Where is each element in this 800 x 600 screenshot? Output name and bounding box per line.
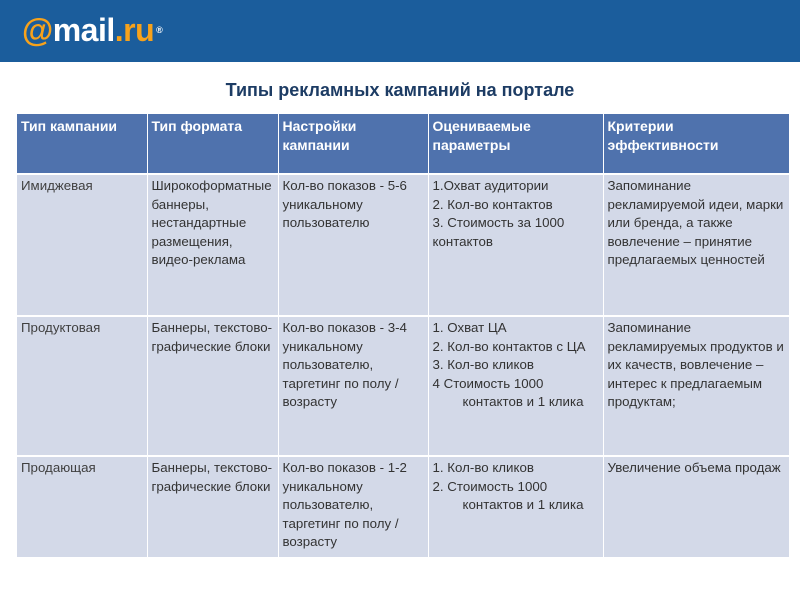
- logo-at: @: [22, 12, 53, 48]
- cell-settings: Кол-во показов - 3-4 уникальному пользователю, таргетинг по полу / возрасту: [278, 316, 428, 456]
- param-item: 1.Охват аудитории: [432, 178, 549, 193]
- param-item: контактов и 1 клика: [462, 497, 584, 513]
- param-item: контактов и 1 клика: [462, 394, 584, 410]
- page-title: Типы рекламных кампаний на портале: [225, 80, 575, 100]
- cell-format: Баннеры, текстово-графические блоки: [147, 456, 278, 558]
- table-row: [17, 174, 789, 316]
- cell-campaign-type: Продуктовая: [17, 316, 147, 456]
- cell-format: Баннеры, текстово-графические блоки: [147, 316, 278, 456]
- table-header-row: [17, 114, 789, 174]
- cell-params: [428, 316, 603, 456]
- cell-criteria: Запоминание рекламируемой идеи, марки или бренда, а также вовлечение – принятие предлагаемых ценностей: [603, 174, 789, 316]
- mailru-logo[interactable]: [22, 10, 162, 50]
- cell-settings: Кол-во показов - 5-6 уникальному пользователю: [278, 174, 428, 316]
- col-header-params: Оцениваемые параметры: [428, 114, 603, 174]
- cell-params: [428, 174, 603, 316]
- cell-params: [428, 456, 603, 558]
- col-header-settings: Настройки кампании: [278, 114, 428, 174]
- table-row: [17, 316, 789, 456]
- param-item: 1. Охват ЦА: [432, 320, 507, 335]
- param-item: 2. Кол-во контактов: [432, 196, 553, 212]
- header-bar: [0, 0, 800, 62]
- param-item: 4 Стоимость 1000: [432, 375, 544, 391]
- cell-campaign-type: Имиджевая: [17, 174, 147, 316]
- col-header-criteria: Критерии эффективности: [603, 114, 789, 174]
- col-header-format-type: Тип формата: [147, 114, 278, 174]
- logo-mail: mail: [52, 12, 115, 48]
- campaign-types-table: [17, 114, 790, 559]
- cell-campaign-type: Продающая: [17, 456, 147, 558]
- param-item: 3. Стоимость за 1000 контактов: [432, 215, 565, 249]
- table-row: [17, 456, 789, 558]
- cell-format: Широкоформатные баннеры, нестандартные размещения, видео-реклама: [147, 174, 278, 316]
- logo-registered: ®: [156, 25, 163, 35]
- logo-ru: .ru: [114, 12, 155, 48]
- cell-criteria: Увеличение объема продаж: [603, 456, 789, 558]
- param-item: 2. Стоимость 1000: [432, 478, 548, 494]
- col-header-campaign-type: Тип кампании: [17, 114, 147, 174]
- cell-settings: Кол-во показов - 1-2 уникальному пользователю, таргетинг по полу / возрасту: [278, 456, 428, 558]
- param-item: 3. Кол-во кликов: [432, 357, 534, 373]
- param-item: 2. Кол-во контактов с ЦА: [432, 338, 586, 354]
- cell-criteria: Запоминание рекламируемых продуктов и их качеств, вовлечение – интерес к предлагаемым продуктам;: [603, 316, 789, 456]
- param-item: 1. Кол-во кликов: [432, 460, 534, 475]
